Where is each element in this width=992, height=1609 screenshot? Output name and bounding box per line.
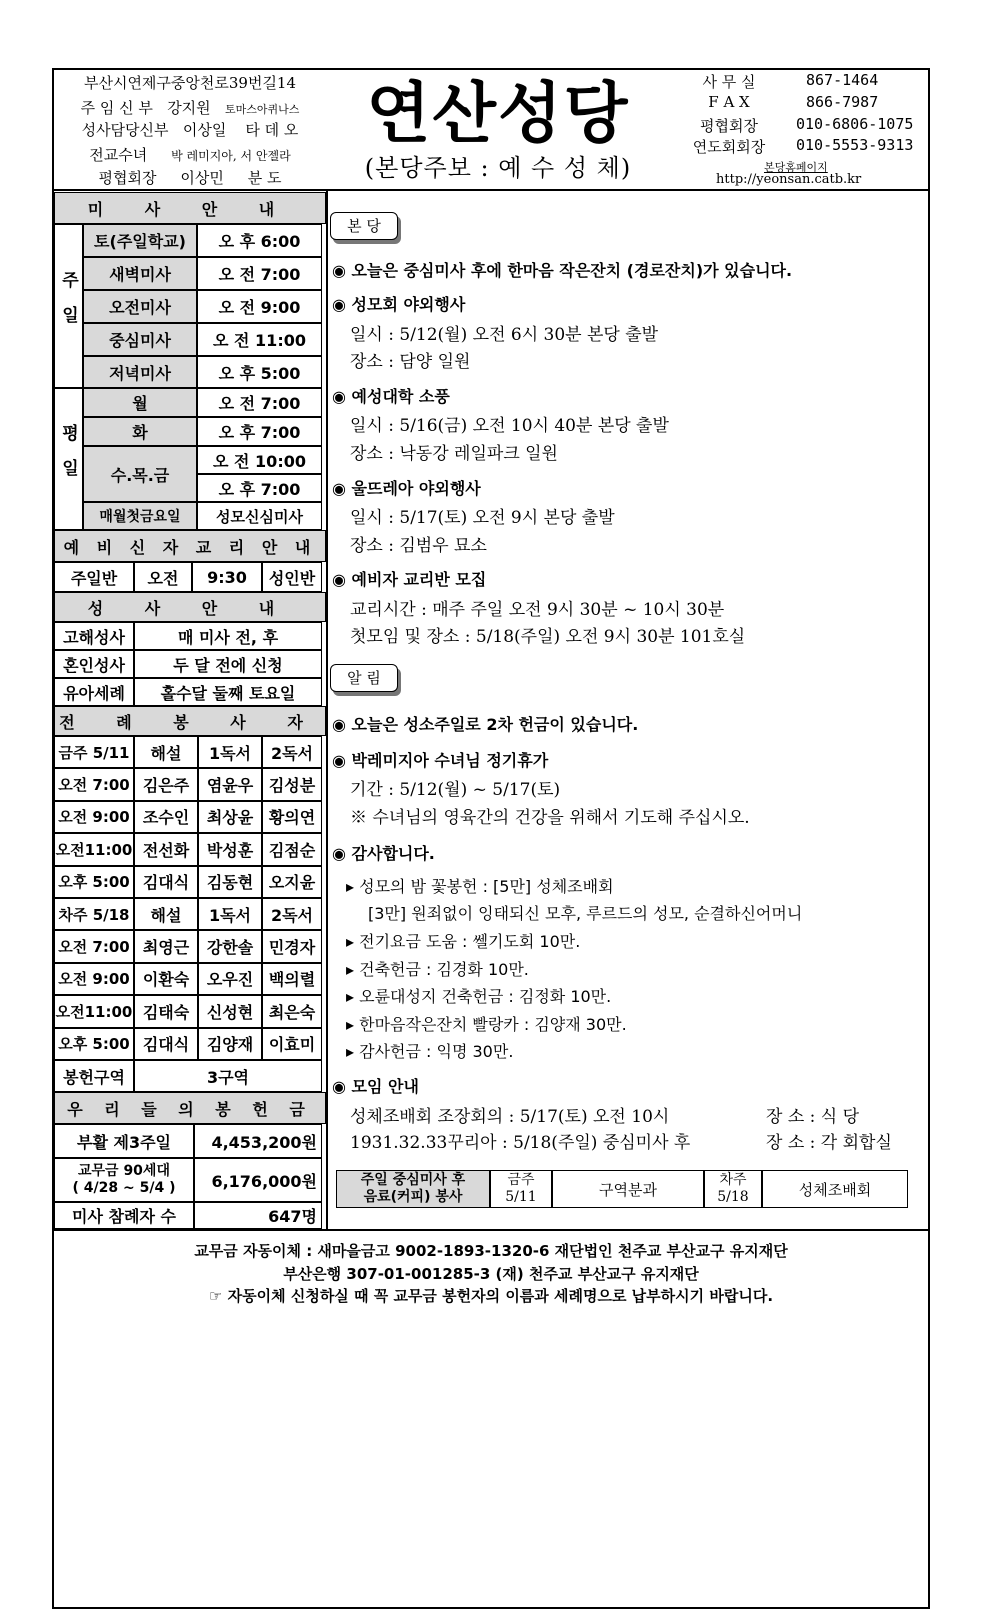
parish-item-title: ◉ 예비자 교리반 모집 [332,570,487,589]
mass-time: 오 전 9:00 [197,290,322,323]
liturgy-name: 이효미 [262,1028,322,1060]
catechumen-cell: 성인반 [262,562,322,592]
coffee-label-line: 음료(커피) 봉사 [363,1189,463,1205]
notice-item-line: 기간 : 5/12(월) ~ 5/17(토) [350,780,561,800]
liturgy-time: 오전 7:00 [54,930,134,962]
address: 부산시연제구중앙천로39번길14 [83,74,297,92]
liturgy-time: 금주 5/11 [54,736,134,768]
coffee-this-week [490,1170,552,1208]
mass-name: 중심미사 [83,323,197,356]
liturgy-name: 김태숙 [134,995,198,1027]
footer-line: 부산은행 307-01-001285-3 (재) 천주교 부산교구 유지재단 [283,1265,699,1283]
liturgy-time: 차주 5/18 [54,898,134,930]
liturgy-name: 최영근 [134,930,198,962]
liturgy-name: 2독서 [262,736,322,768]
liturgy-name: 조수인 [134,801,198,833]
liturgy-time: 오전11:00 [54,995,134,1027]
coffee-label [336,1170,490,1208]
parish-item-line: 일시 : 5/16(금) 오전 10시 40분 본당 출발 [350,416,669,436]
liturgy-time: 오전 9:00 [54,801,134,833]
liturgy-name: 강한솔 [198,930,262,962]
notice-item-line: ▸ 전기요금 도움 : 쎌기도회 10만. [346,932,581,951]
parish-item-title: ◉ 성모회 야외행사 [332,295,466,314]
offerings-heading: 우 리 들 의 봉 헌 금 [54,1092,326,1124]
parish-item-title: ◉ 예성대학 소풍 [332,387,450,406]
parish-item-title: ◉ 오늘은 중심미사 후에 한마음 작은잔치 (경로잔치)가 있습니다. [332,261,793,280]
homepage-label: 본당홈페이지 [764,161,828,174]
notice-item-title: ◉ 감사합니다. [332,844,435,863]
sacrament-name: 고해성사 [54,622,134,650]
parish-item-line: 일시 : 5/17(토) 오전 9시 본당 출발 [350,508,615,528]
offering-label [54,1158,194,1202]
mass-name: 저녁미사 [83,356,197,388]
notice-item-title: ◉ 모임 안내 [332,1077,419,1096]
sacrament-heading: 성 사 안 내 [54,592,326,622]
liturgy-name: 해설 [134,898,198,930]
notice-item-line: ▸ 건축헌금 : 김경화 10만. [346,960,529,979]
mass-time: 오 후 7:00 [197,474,322,502]
notice-item-title: ◉ 박레미지아 수녀님 정기휴가 [332,751,549,770]
mass-name: 새벽미사 [83,257,197,290]
offering-label: 미사 참례자 수 [54,1202,194,1229]
sacrament-value: 홀수달 둘째 토요일 [134,678,322,706]
parish-item-line: 장소 : 낙동강 레일파크 일원 [350,444,558,464]
header-row-pastor: 주 임 신 부 강지원 토마스아퀴나스 [80,99,300,117]
notice-item-line: ▸ 성모의 밤 꽃봉헌 : [5만] 성체조배회 [346,877,614,896]
liturgy-name: 신성현 [198,995,262,1027]
parish-item-line: 장소 : 담양 일원 [350,352,471,372]
liturgy-time: 오후 5:00 [54,866,134,898]
mass-time: 오 전 7:00 [197,257,322,290]
mass-time: 오 전 11:00 [197,323,322,356]
parish-item-title: ◉ 울뜨레아 야외행사 [332,479,481,498]
notice-item-title: ◉ 오늘은 성소주일로 2차 헌금이 있습니다. [332,715,639,734]
liturgy-name: 해설 [134,736,198,768]
offering-area-label: 봉헌구역 [54,1060,134,1092]
liturgy-name: 김대식 [134,1028,198,1060]
header-row-council: 평협회장 이상민 분 도 [98,169,282,187]
coffee-next-team: 성체조배회 [762,1170,908,1208]
liturgy-heading: 전 례 봉 사 자 [54,706,326,736]
offering-area-value: 3구역 [134,1060,322,1092]
sacrament-value: 매 미사 전, 후 [134,622,322,650]
mass-heading: 미 사 안 내 [54,192,326,224]
offering-label-line: ( 4/28 ~ 5/4 ) [72,1180,176,1196]
liturgy-name: 최상윤 [198,801,262,833]
catechumen-cell: 오전 [134,562,192,592]
mass-time: 오 전 7:00 [197,388,322,417]
liturgy-name: 김양재 [198,1028,262,1060]
parish-item-line: 장소 : 김범우 묘소 [350,536,487,556]
header-divider [52,189,930,191]
mass-name: 화 [83,417,197,446]
offering-value: 647명 [194,1202,322,1229]
sunday-label: 주일 [54,224,83,388]
liturgy-name: 2독서 [262,898,322,930]
mass-name: 수.목.금 [83,446,197,502]
mass-time: 성모신심미사 [197,502,322,530]
liturgy-name: 1독서 [198,736,262,768]
liturgy-name: 오우진 [198,963,262,995]
sacrament-name: 유아세례 [54,678,134,706]
sacrament-value: 두 달 전에 신청 [134,650,322,678]
notice-item-line: 장 소 : 각 회합실 [766,1133,892,1153]
liturgy-name: 염윤우 [198,768,262,800]
liturgy-time: 오전 9:00 [54,963,134,995]
notice-item-line: ▸ 한마음작은잔치 빨랑카 : 김양재 30만. [346,1015,627,1034]
liturgy-name: 김은주 [134,768,198,800]
liturgy-name: 김성분 [262,768,322,800]
liturgy-name: 김점순 [262,833,322,865]
liturgy-name: 오지윤 [262,866,322,898]
parish-item-line: 첫모임 및 장소 : 5/18(주일) 오전 9시 30분 101호실 [350,627,746,647]
section-tag-parish: 본 당 [330,212,398,240]
coffee-label-line: 주일 중심미사 후 [360,1172,466,1188]
offering-value: 6,176,000원 [194,1158,322,1202]
mass-name: 토(주일학교) [83,224,197,257]
liturgy-time: 오후 5:00 [54,1028,134,1060]
notice-item-line: [3만] 원죄없이 잉태되신 모후, 루르드의 성모, 순결하신어머니 [368,904,803,923]
mass-time: 오 후 7:00 [197,417,322,446]
column-divider [326,190,328,1230]
coffee-this-team: 구역분과 [552,1170,704,1208]
notice-item-line: ▸ 오륜대성지 건축헌금 : 김정화 10만. [346,987,612,1006]
weekday-label: 평일 [54,388,83,530]
offering-value: 4,453,200원 [194,1124,322,1158]
mass-name: 매월첫금요일 [83,502,197,530]
parish-item-line: 교리시간 : 매주 주일 오전 9시 30분 ~ 10시 30분 [350,600,725,620]
coffee-next-week-line: 차주 [719,1172,747,1188]
mass-time: 오 전 10:00 [197,446,322,474]
notice-item-line: 1931.32.33꾸리아 : 5/18(주일) 중심미사 후 [350,1133,691,1153]
footer-line: ☞ 자동이체 신청하실 때 꼭 교무금 봉헌자의 이름과 세례명으로 납부하시기 바랍니다. [208,1287,774,1305]
section-tag-notice: 알 림 [330,664,398,692]
notice-item-line: ▸ 감사헌금 : 익명 30만. [346,1042,514,1061]
coffee-next-week-line: 5/18 [717,1189,749,1205]
page-subtitle: (본당주보 : 예 수 성 체) [364,154,632,182]
notice-item-line: 성체조배회 조장회의 : 5/17(토) 오전 10시 [350,1107,670,1127]
liturgy-name: 민경자 [262,930,322,962]
notice-item-line: ※ 수녀님의 영육간의 건강을 위해서 기도해 주십시오. [350,808,750,828]
liturgy-name: 황의연 [262,801,322,833]
page-title: 연산성당 [366,75,630,152]
header-left [54,70,326,188]
mass-time: 오 후 5:00 [197,356,322,388]
offering-label: 부활 제3주일 [54,1124,194,1158]
notice-item-line: 장 소 : 식 당 [766,1107,860,1127]
mass-name: 월 [83,388,197,417]
coffee-next-week [704,1170,762,1208]
header-row-sisters: 전교수녀 박 레미지아, 서 안젤라 [89,146,291,164]
liturgy-name: 1독서 [198,898,262,930]
catechumen-cell: 주일반 [54,562,134,592]
liturgy-name: 최은숙 [262,995,322,1027]
liturgy-name: 전선화 [134,833,198,865]
parish-item-line: 일시 : 5/12(월) 오전 6시 30분 본당 출발 [350,325,659,345]
liturgy-name: 김동현 [198,866,262,898]
mass-time: 오 후 6:00 [197,224,322,257]
liturgy-name: 김대식 [134,866,198,898]
liturgy-name: 박성훈 [198,833,262,865]
liturgy-name: 이환숙 [134,963,198,995]
catechumen-heading: 예 비 신 자 교 리 안 내 [54,530,326,562]
catechumen-cell: 9:30 [192,562,262,592]
coffee-this-week-line: 5/11 [505,1189,537,1205]
liturgy-time: 오전 7:00 [54,768,134,800]
offering-label-line: 교무금 90세대 [78,1163,170,1179]
mass-name: 오전미사 [83,290,197,323]
footer-line: 교무금 자동이체 : 새마을금고 9002-1893-1320-6 재단법인 천주교 부산교구 유지재단 [194,1242,788,1260]
liturgy-name: 백의렬 [262,963,322,995]
sacrament-name: 혼인성사 [54,650,134,678]
coffee-this-week-line: 금주 [507,1172,535,1188]
header-row-priest: 성사담당신부 이상일 타 데 오 [81,121,299,139]
footer-divider [52,1229,930,1231]
homepage-url[interactable]: http://yeonsan.catb.kr [716,172,862,187]
liturgy-time: 오전11:00 [54,833,134,865]
